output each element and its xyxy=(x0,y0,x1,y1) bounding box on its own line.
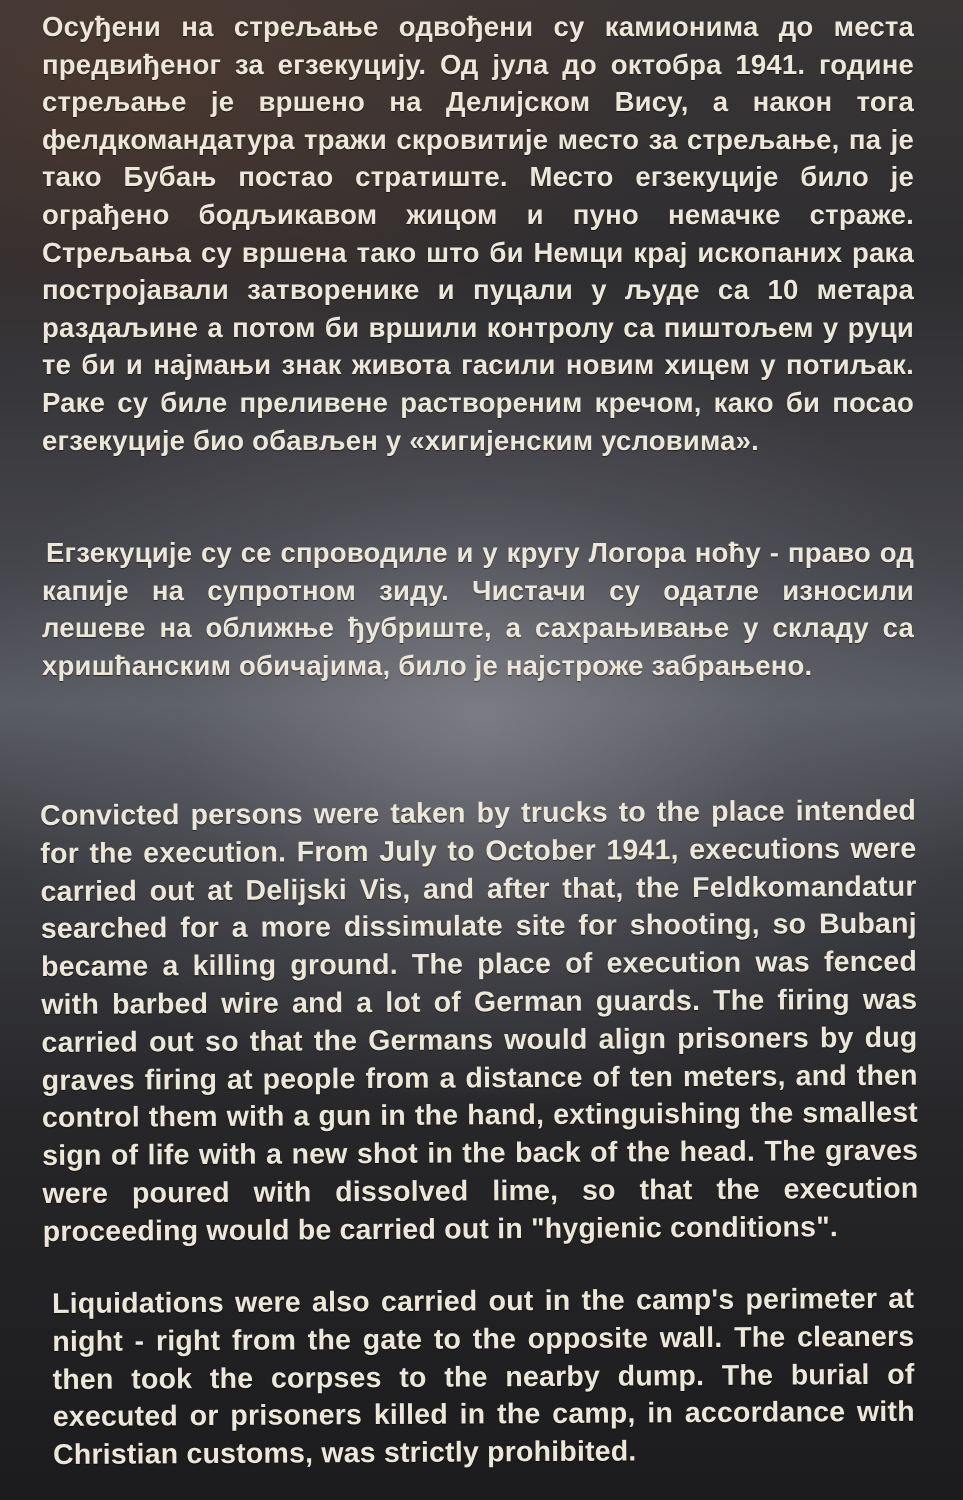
english-paragraph-2: Liquidations were also carried out in the camp's perimeter at night - right from the gate to the opposite wall. The cleaners then took the corpses to the nearby dump. The burial of executed or prisoners killed in the camp, in accordance with Christian customs, was strictly prohibited. xyxy=(52,1282,915,1472)
serbian-paragraph-1: Осуђени на стрељање одвођени су камионима до места предвиђеног за егзекуцију. Од јула до октобра 1941. године стрељање је вршено на Делијском Вису, а након тога фелдкомандатура тражи скровитије место за стрељање, па је тако Бубањ постао стратиште. Место егзекуције било је ограђено бодљикавом жицом и пуно немачке страже. Стрељања су вршена тако што би Немци крај ископаних рака постројавали затворенике и пуцали у људе са 10 метара раздаљине а потом би вршили контролу са пиштољем у руци те би и најмањи знак живота гасили новим хицем у потиљак. Раке су биле преливене раствореним кречом, како би посао егзекуције био обављен у «хигијенским условима». xyxy=(42,11,914,456)
serbian-paragraph-2: Егзекуције су се спроводиле и у кругу Логора ноћу - право од капије на супротном зиду. Чистачи су одатле износили лешеве на оближње ђубриште, а сахрањивање у складу са хришћанским обичајима, било је најстроже забрањено. xyxy=(42,537,914,681)
english-paragraph-1: Convicted persons were taken by trucks to the place intended for the execution. From July to October 1941, executions were carried out at Delijski Vis, and after that, the Feldkomandatur searched for a more dissimulate site for shooting, so Bubanj became a killing ground. The place of execution was fenced with barbed wire and a lot of German guards. The firing was carried out so that the Germans would align prisoners by dug graves firing at people from a distance of ten meters, and then control them with a gun in the hand, extinguishing the smallest sign of life with a new shot in the back of the head. The graves were poured with dissolved lime, so that the execution proceeding would be carried out in "hygienic conditions". xyxy=(40,794,919,1248)
